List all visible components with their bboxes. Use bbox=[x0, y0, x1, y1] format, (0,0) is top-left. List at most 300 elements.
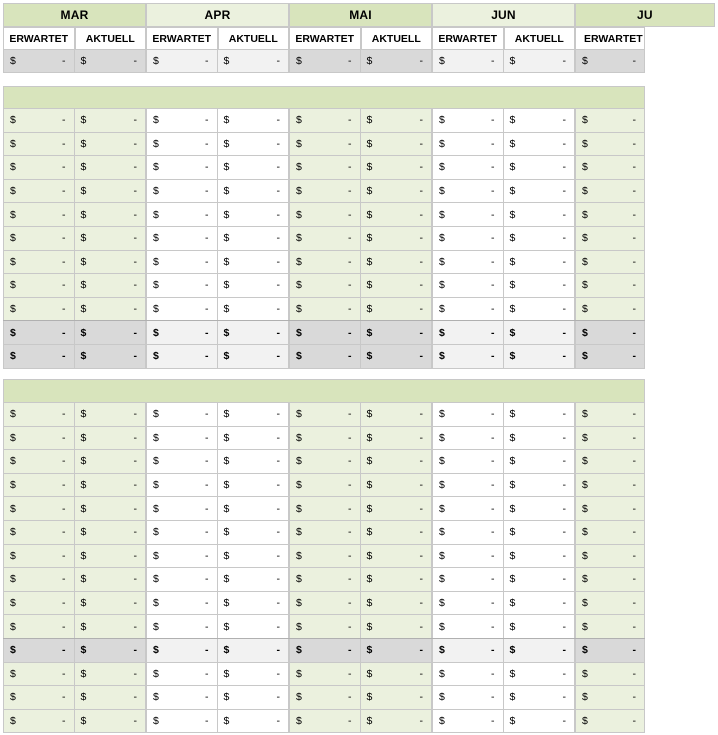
table-row-cell[interactable] bbox=[75, 133, 147, 157]
cell-value: - bbox=[62, 232, 66, 245]
summary-row-cell[interactable] bbox=[361, 50, 433, 73]
currency-symbol: $ bbox=[582, 502, 588, 515]
table-row-cell[interactable] bbox=[575, 274, 645, 298]
table-row-cell[interactable] bbox=[218, 133, 290, 157]
table-row-cell[interactable] bbox=[432, 545, 504, 569]
table-row-cell[interactable] bbox=[504, 710, 576, 734]
table-row-cell[interactable] bbox=[361, 251, 433, 275]
total-row-cell[interactable] bbox=[146, 639, 218, 663]
table-row-cell[interactable] bbox=[361, 450, 433, 474]
table-row-cell[interactable] bbox=[146, 450, 218, 474]
table-row-cell[interactable] bbox=[289, 474, 361, 498]
cell-value: - bbox=[205, 185, 209, 198]
cell-value: - bbox=[276, 644, 280, 657]
total-row-cell[interactable] bbox=[361, 345, 433, 369]
cell-value: - bbox=[632, 502, 636, 515]
summary-row-cell[interactable] bbox=[75, 50, 147, 73]
table-row-cell[interactable] bbox=[3, 427, 75, 451]
table-row-cell[interactable] bbox=[575, 450, 645, 474]
table-row-cell[interactable] bbox=[504, 663, 576, 687]
total-row-cell[interactable] bbox=[218, 345, 290, 369]
table-row-cell[interactable] bbox=[504, 109, 576, 133]
cell-value: - bbox=[491, 408, 495, 421]
table-row-cell[interactable] bbox=[432, 203, 504, 227]
table-row-cell[interactable] bbox=[218, 663, 290, 687]
table-row-cell[interactable] bbox=[3, 710, 75, 734]
table-row-cell[interactable] bbox=[432, 521, 504, 545]
table-row-cell[interactable] bbox=[146, 427, 218, 451]
table-row-cell[interactable] bbox=[289, 497, 361, 521]
table-row-cell[interactable] bbox=[3, 274, 75, 298]
table-row-cell[interactable] bbox=[3, 403, 75, 427]
table-row-cell[interactable] bbox=[75, 251, 147, 275]
table-row-cell[interactable] bbox=[218, 615, 290, 639]
cell-value: - bbox=[348, 597, 352, 610]
table-row-cell[interactable] bbox=[361, 180, 433, 204]
cell-value: - bbox=[562, 691, 566, 704]
table-row-cell[interactable] bbox=[75, 227, 147, 251]
cell-value: - bbox=[491, 55, 495, 67]
summary-row-cell[interactable] bbox=[575, 50, 645, 73]
table-row-cell[interactable] bbox=[289, 251, 361, 275]
table-row-cell[interactable] bbox=[75, 274, 147, 298]
table-row-cell[interactable] bbox=[432, 156, 504, 180]
table-row-cell[interactable] bbox=[146, 710, 218, 734]
table-row-cell[interactable] bbox=[218, 298, 290, 322]
currency-symbol: $ bbox=[509, 644, 516, 657]
table-row-cell[interactable] bbox=[75, 615, 147, 639]
table-row-cell[interactable] bbox=[3, 180, 75, 204]
table-row-cell[interactable] bbox=[75, 109, 147, 133]
cell-value: - bbox=[133, 255, 137, 268]
currency-symbol: $ bbox=[80, 408, 87, 421]
currency-symbol: $ bbox=[439, 502, 445, 515]
table-row-cell[interactable] bbox=[289, 545, 361, 569]
table-row-cell[interactable] bbox=[361, 615, 433, 639]
cell-value: - bbox=[276, 526, 280, 539]
cell-value: - bbox=[62, 549, 66, 562]
table-row-cell[interactable] bbox=[218, 592, 290, 616]
table-row-cell[interactable] bbox=[575, 133, 645, 157]
table-row-cell[interactable] bbox=[361, 474, 433, 498]
cell-value: - bbox=[205, 573, 209, 586]
table-row-cell[interactable] bbox=[575, 298, 645, 322]
total-row-cell[interactable] bbox=[3, 321, 75, 345]
table-row-cell[interactable] bbox=[575, 474, 645, 498]
currency-symbol: $ bbox=[223, 620, 230, 633]
summary-row-cell[interactable] bbox=[3, 50, 75, 73]
table-row-cell[interactable] bbox=[361, 663, 433, 687]
table-row-cell[interactable] bbox=[289, 568, 361, 592]
total-row-cell[interactable] bbox=[504, 321, 576, 345]
table-row-cell[interactable] bbox=[432, 427, 504, 451]
table-row-cell[interactable] bbox=[432, 568, 504, 592]
table-row-cell[interactable] bbox=[361, 298, 433, 322]
cell-value: - bbox=[348, 279, 352, 292]
total-row-cell[interactable] bbox=[575, 639, 645, 663]
total-row-cell[interactable] bbox=[289, 639, 361, 663]
table-row-cell[interactable] bbox=[504, 545, 576, 569]
table-row-cell[interactable] bbox=[218, 203, 290, 227]
table-row-cell[interactable] bbox=[575, 427, 645, 451]
table-row-cell[interactable] bbox=[289, 109, 361, 133]
table-row-cell[interactable] bbox=[289, 450, 361, 474]
table-row-cell[interactable] bbox=[75, 427, 147, 451]
table-row-cell[interactable] bbox=[289, 615, 361, 639]
table-row-cell[interactable] bbox=[218, 568, 290, 592]
table-row-cell[interactable] bbox=[3, 663, 75, 687]
table-row-cell[interactable] bbox=[3, 686, 75, 710]
table-row-cell[interactable] bbox=[146, 568, 218, 592]
table-row-cell[interactable] bbox=[432, 251, 504, 275]
table-row-cell[interactable] bbox=[146, 521, 218, 545]
table-row-cell[interactable] bbox=[361, 710, 433, 734]
table-row-cell[interactable] bbox=[361, 568, 433, 592]
currency-symbol: $ bbox=[439, 303, 445, 316]
table-row-cell[interactable] bbox=[75, 663, 147, 687]
cell-value: - bbox=[276, 303, 280, 316]
table-row-cell[interactable] bbox=[361, 592, 433, 616]
table-row-cell[interactable] bbox=[146, 180, 218, 204]
summary-row-cell[interactable] bbox=[218, 50, 290, 73]
cell-value: - bbox=[276, 549, 280, 562]
cell-value: - bbox=[205, 479, 209, 492]
table-row-cell[interactable] bbox=[289, 227, 361, 251]
total-row-cell[interactable] bbox=[75, 639, 147, 663]
table-row-cell[interactable] bbox=[289, 133, 361, 157]
table-row-cell[interactable] bbox=[432, 710, 504, 734]
cell-value: - bbox=[62, 455, 66, 468]
table-row-cell[interactable] bbox=[75, 180, 147, 204]
table-row-cell[interactable] bbox=[361, 133, 433, 157]
table-row-cell[interactable] bbox=[218, 474, 290, 498]
table-row-cell[interactable] bbox=[75, 521, 147, 545]
currency-symbol: $ bbox=[439, 479, 445, 492]
table-row-cell[interactable] bbox=[504, 156, 576, 180]
currency-symbol: $ bbox=[223, 526, 230, 539]
currency-symbol: $ bbox=[366, 479, 373, 492]
total-row-cell[interactable] bbox=[146, 321, 218, 345]
table-row-cell[interactable] bbox=[3, 227, 75, 251]
total-row-cell[interactable] bbox=[361, 639, 433, 663]
table-row-cell[interactable] bbox=[361, 203, 433, 227]
currency-symbol: $ bbox=[80, 279, 87, 292]
cell-value: - bbox=[491, 137, 495, 150]
table-row-cell[interactable] bbox=[432, 474, 504, 498]
currency-symbol: $ bbox=[439, 279, 445, 292]
table-row-cell[interactable] bbox=[75, 497, 147, 521]
table-row-cell[interactable] bbox=[3, 156, 75, 180]
table-row-cell[interactable] bbox=[146, 615, 218, 639]
table-row-cell[interactable] bbox=[504, 427, 576, 451]
table-row-cell[interactable] bbox=[361, 427, 433, 451]
table-row-cell[interactable] bbox=[289, 403, 361, 427]
table-row-cell[interactable] bbox=[575, 710, 645, 734]
table-row-cell[interactable] bbox=[146, 227, 218, 251]
cell-value: - bbox=[491, 526, 495, 539]
table-row-cell[interactable] bbox=[218, 274, 290, 298]
total-row-cell[interactable] bbox=[361, 321, 433, 345]
table-row-cell[interactable] bbox=[289, 203, 361, 227]
summary-row-cell[interactable] bbox=[432, 50, 504, 73]
cell-value: - bbox=[348, 185, 352, 198]
total-row-cell[interactable] bbox=[75, 345, 147, 369]
currency-symbol: $ bbox=[366, 502, 373, 515]
summary-row-cell[interactable] bbox=[289, 50, 361, 73]
total-row-cell[interactable] bbox=[3, 639, 75, 663]
table-row-cell[interactable] bbox=[146, 403, 218, 427]
table-row-cell[interactable] bbox=[146, 663, 218, 687]
table-row-cell[interactable] bbox=[146, 274, 218, 298]
table-row-cell[interactable] bbox=[432, 109, 504, 133]
currency-symbol: $ bbox=[366, 326, 373, 339]
table-row-cell[interactable] bbox=[218, 497, 290, 521]
table-row-cell[interactable] bbox=[289, 592, 361, 616]
total-row-cell[interactable] bbox=[432, 345, 504, 369]
table-row-cell[interactable] bbox=[289, 427, 361, 451]
table-row-cell[interactable] bbox=[3, 450, 75, 474]
table-row-cell[interactable] bbox=[218, 686, 290, 710]
table-row-cell[interactable] bbox=[504, 274, 576, 298]
table-row-cell[interactable] bbox=[75, 568, 147, 592]
table-row-cell[interactable] bbox=[3, 109, 75, 133]
table-row-cell[interactable] bbox=[432, 592, 504, 616]
total-row-cell[interactable] bbox=[218, 639, 290, 663]
table-row-cell[interactable] bbox=[432, 663, 504, 687]
table-row-cell[interactable] bbox=[361, 156, 433, 180]
cell-value: - bbox=[632, 549, 636, 562]
total-row-cell[interactable] bbox=[218, 321, 290, 345]
table-row-cell[interactable] bbox=[361, 686, 433, 710]
table-row-cell[interactable] bbox=[146, 156, 218, 180]
table-row-cell[interactable] bbox=[75, 403, 147, 427]
table-row-cell[interactable] bbox=[289, 710, 361, 734]
table-row-cell[interactable] bbox=[146, 203, 218, 227]
cell-value: - bbox=[133, 549, 137, 562]
table-row-cell[interactable] bbox=[575, 227, 645, 251]
total-row-cell[interactable] bbox=[432, 639, 504, 663]
table-row-cell[interactable] bbox=[504, 592, 576, 616]
table-row-cell[interactable] bbox=[289, 274, 361, 298]
table-row-cell[interactable] bbox=[146, 545, 218, 569]
table-row-cell[interactable] bbox=[75, 474, 147, 498]
currency-symbol: $ bbox=[296, 279, 302, 292]
table-row-cell[interactable] bbox=[3, 592, 75, 616]
cell-value: - bbox=[632, 620, 636, 633]
table-row-cell[interactable] bbox=[361, 521, 433, 545]
table-row-cell[interactable] bbox=[3, 133, 75, 157]
table-row-cell[interactable] bbox=[575, 403, 645, 427]
table-row-cell[interactable] bbox=[146, 497, 218, 521]
table-row-cell[interactable] bbox=[361, 109, 433, 133]
table-row-cell[interactable] bbox=[575, 545, 645, 569]
table-row-cell[interactable] bbox=[218, 403, 290, 427]
table-row-cell[interactable] bbox=[218, 427, 290, 451]
table-row-cell[interactable] bbox=[504, 474, 576, 498]
table-row-cell[interactable] bbox=[575, 203, 645, 227]
table-row-cell[interactable] bbox=[432, 497, 504, 521]
cell-value: - bbox=[205, 455, 209, 468]
table-row-cell[interactable] bbox=[504, 686, 576, 710]
table-row-cell[interactable] bbox=[146, 474, 218, 498]
currency-symbol: $ bbox=[223, 303, 230, 316]
cell-value: - bbox=[491, 350, 495, 363]
currency-symbol: $ bbox=[296, 691, 302, 704]
table-row-cell[interactable] bbox=[432, 403, 504, 427]
summary-row-cell[interactable] bbox=[504, 50, 576, 73]
table-row-cell[interactable] bbox=[75, 450, 147, 474]
table-row-cell[interactable] bbox=[575, 251, 645, 275]
table-row-cell[interactable] bbox=[575, 615, 645, 639]
table-row-cell[interactable] bbox=[146, 133, 218, 157]
currency-symbol: $ bbox=[366, 597, 373, 610]
cell-value: - bbox=[348, 715, 352, 728]
table-row-cell[interactable] bbox=[3, 251, 75, 275]
table-row-cell[interactable] bbox=[3, 203, 75, 227]
total-row-cell[interactable] bbox=[504, 639, 576, 663]
total-row-cell[interactable] bbox=[289, 321, 361, 345]
total-row-cell[interactable] bbox=[504, 345, 576, 369]
table-row-cell[interactable] bbox=[432, 227, 504, 251]
table-row-cell[interactable] bbox=[218, 109, 290, 133]
table-row-cell[interactable] bbox=[504, 615, 576, 639]
table-row-cell[interactable] bbox=[361, 227, 433, 251]
cell-value: - bbox=[133, 279, 137, 292]
total-row-cell[interactable] bbox=[575, 345, 645, 369]
table-row-cell[interactable] bbox=[575, 156, 645, 180]
table-row-cell[interactable] bbox=[3, 474, 75, 498]
table-row-cell[interactable] bbox=[3, 568, 75, 592]
table-row-cell[interactable] bbox=[575, 592, 645, 616]
total-row-cell[interactable] bbox=[75, 321, 147, 345]
total-row-cell[interactable] bbox=[289, 345, 361, 369]
cell-value: - bbox=[632, 455, 636, 468]
table-row-cell[interactable] bbox=[3, 298, 75, 322]
currency-symbol: $ bbox=[296, 644, 302, 657]
table-row-cell[interactable] bbox=[75, 298, 147, 322]
table-row-cell[interactable] bbox=[218, 450, 290, 474]
summary-row-cell[interactable] bbox=[146, 50, 218, 73]
table-row-cell[interactable] bbox=[146, 592, 218, 616]
table-row-cell[interactable] bbox=[432, 274, 504, 298]
table-row-cell[interactable] bbox=[146, 686, 218, 710]
currency-symbol: $ bbox=[296, 114, 302, 127]
currency-symbol: $ bbox=[582, 431, 588, 444]
table-row-cell[interactable] bbox=[575, 109, 645, 133]
table-row-cell[interactable] bbox=[3, 497, 75, 521]
table-row-cell[interactable] bbox=[361, 497, 433, 521]
table-row-cell[interactable] bbox=[75, 686, 147, 710]
table-row-cell[interactable] bbox=[432, 686, 504, 710]
table-row-cell[interactable] bbox=[289, 686, 361, 710]
table-row-cell[interactable] bbox=[432, 298, 504, 322]
table-row-cell[interactable] bbox=[75, 545, 147, 569]
currency-symbol: $ bbox=[296, 526, 302, 539]
table-row-cell[interactable] bbox=[361, 274, 433, 298]
currency-symbol: $ bbox=[582, 208, 588, 221]
currency-symbol: $ bbox=[10, 691, 16, 704]
currency-symbol: $ bbox=[296, 573, 302, 586]
cell-value: - bbox=[133, 715, 137, 728]
table-row-cell[interactable] bbox=[504, 568, 576, 592]
table-row-cell[interactable] bbox=[289, 663, 361, 687]
table-row-cell[interactable] bbox=[146, 109, 218, 133]
total-row-cell[interactable] bbox=[575, 321, 645, 345]
table-row-cell[interactable] bbox=[504, 497, 576, 521]
table-row-cell[interactable] bbox=[432, 615, 504, 639]
table-row-cell[interactable] bbox=[432, 450, 504, 474]
table-row-cell[interactable] bbox=[575, 686, 645, 710]
table-row-cell[interactable] bbox=[575, 663, 645, 687]
table-row-cell[interactable] bbox=[575, 497, 645, 521]
table-row-cell[interactable] bbox=[504, 403, 576, 427]
total-row-cell[interactable] bbox=[3, 345, 75, 369]
table-row-cell[interactable] bbox=[3, 545, 75, 569]
section-band bbox=[3, 379, 645, 403]
cell-value: - bbox=[632, 350, 636, 363]
table-row-cell[interactable] bbox=[218, 156, 290, 180]
table-row-cell[interactable] bbox=[432, 133, 504, 157]
table-row-cell[interactable] bbox=[218, 521, 290, 545]
table-row-cell[interactable] bbox=[218, 710, 290, 734]
table-row-cell[interactable] bbox=[3, 615, 75, 639]
table-row-cell[interactable] bbox=[75, 710, 147, 734]
table-row-cell[interactable] bbox=[504, 251, 576, 275]
table-row-cell[interactable] bbox=[361, 403, 433, 427]
table-row-cell[interactable] bbox=[289, 156, 361, 180]
total-row-cell[interactable] bbox=[146, 345, 218, 369]
cell-value: - bbox=[491, 644, 495, 657]
currency-symbol: $ bbox=[80, 350, 87, 363]
table-row-cell[interactable] bbox=[575, 568, 645, 592]
table-row-cell[interactable] bbox=[289, 180, 361, 204]
table-row-cell[interactable] bbox=[75, 156, 147, 180]
table-row-cell[interactable] bbox=[75, 203, 147, 227]
table-row-cell[interactable] bbox=[3, 521, 75, 545]
currency-symbol: $ bbox=[296, 326, 302, 339]
currency-symbol: $ bbox=[80, 691, 87, 704]
table-row-cell[interactable] bbox=[504, 521, 576, 545]
table-row-cell[interactable] bbox=[218, 251, 290, 275]
table-row-cell[interactable] bbox=[504, 298, 576, 322]
table-row-cell[interactable] bbox=[575, 180, 645, 204]
table-row-cell[interactable] bbox=[504, 450, 576, 474]
table-row-cell[interactable] bbox=[146, 298, 218, 322]
table-row-cell[interactable] bbox=[504, 180, 576, 204]
table-row-cell[interactable] bbox=[575, 521, 645, 545]
table-row-cell[interactable] bbox=[218, 545, 290, 569]
total-row-cell[interactable] bbox=[432, 321, 504, 345]
cell-value: - bbox=[62, 431, 66, 444]
currency-symbol: $ bbox=[80, 161, 87, 174]
currency-symbol: $ bbox=[153, 644, 159, 657]
table-row-cell[interactable] bbox=[361, 545, 433, 569]
table-row-cell[interactable] bbox=[504, 203, 576, 227]
table-row-cell[interactable] bbox=[75, 592, 147, 616]
table-row-cell[interactable] bbox=[289, 298, 361, 322]
table-row-cell[interactable] bbox=[504, 133, 576, 157]
table-row-cell[interactable] bbox=[289, 521, 361, 545]
currency-symbol: $ bbox=[439, 326, 445, 339]
table-row-cell[interactable] bbox=[146, 251, 218, 275]
currency-symbol: $ bbox=[296, 479, 302, 492]
month-header-mai: MAI bbox=[289, 3, 432, 27]
table-row-cell[interactable] bbox=[218, 180, 290, 204]
table-row-cell[interactable] bbox=[432, 180, 504, 204]
table-row-cell[interactable] bbox=[504, 227, 576, 251]
table-row-cell[interactable] bbox=[218, 227, 290, 251]
cell-value: - bbox=[632, 326, 636, 339]
